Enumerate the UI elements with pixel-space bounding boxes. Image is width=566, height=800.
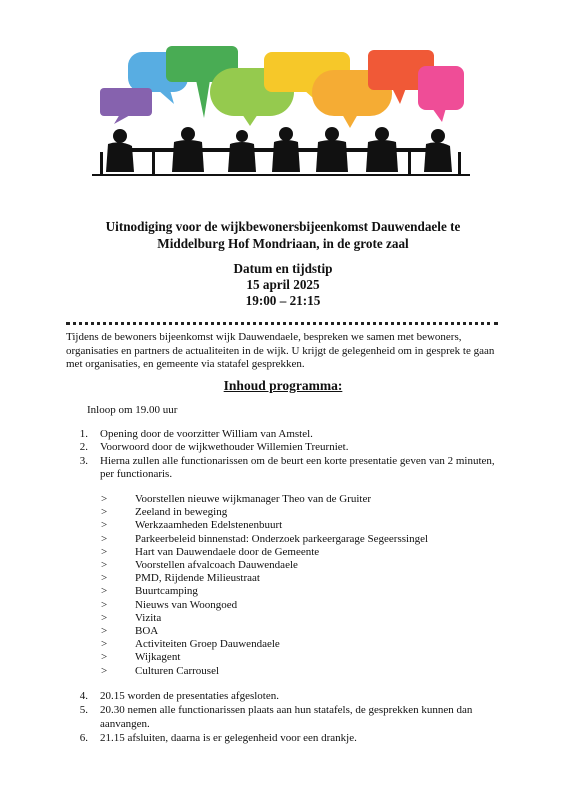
list-text: Werkzaamheden Edelstenenbuurt [135, 519, 283, 532]
list-item [101, 506, 428, 519]
list-text: Voorwoord door de wijkwethouder Willemien Treurniet. [100, 441, 349, 454]
person-icon [236, 130, 248, 142]
list-number: 2. [79, 441, 88, 454]
list-text: PMD, Rijdende Milieustraat [135, 572, 260, 585]
list-item [66, 704, 506, 731]
speech-bubble-tail-icon [196, 80, 210, 118]
list-text: Wijkagent [135, 651, 181, 664]
list-item [101, 599, 428, 612]
speech-bubble-tail-icon [342, 114, 358, 128]
event-time: 19:00 – 21:15 [245, 293, 321, 308]
arrow-marker: > [101, 506, 108, 519]
meeting-illustration [92, 40, 470, 188]
intro-paragraph: Tijdens de bewoners bijeenkomst wijk Dauwendaele, bespreken we samen met bewoners, organisaties en partners de actualiteiten in de wijk. U krijgt de gelegenheid om in gesprek te gaan met organisaties, en gemeente via statafel gesprekken. [66, 331, 495, 370]
arrow-marker: > [101, 664, 108, 677]
arrow-marker: > [101, 598, 108, 611]
event-date: 15 april 2025 [246, 277, 320, 292]
closing-list [66, 690, 506, 746]
list-text: 21.15 afsluiten, daarna is er gelegenheid voor een drankje. [100, 731, 357, 744]
list-text: 20.15 worden de presentaties afgesloten. [100, 690, 279, 702]
list-item [101, 612, 428, 625]
list-item [101, 585, 428, 598]
arrow-marker: > [101, 545, 108, 558]
list-text: Voorstellen afvalcoach Dauwendaele [135, 559, 298, 572]
arrow-marker: > [101, 638, 108, 651]
date-heading: Datum en tijdstip [233, 261, 333, 276]
list-number: 3. [79, 454, 88, 467]
list-item [101, 572, 428, 585]
person-icon [113, 129, 127, 143]
arrow-marker: > [101, 572, 108, 585]
speech-bubble-tail-icon [432, 108, 446, 122]
list-text: Buurtcamping [135, 585, 198, 598]
list-text: Hierna zullen alle functionarissen om de beurt een korte presentatie geven van 2 minuten, per functionaris. [100, 454, 495, 480]
list-number: 1. [79, 428, 88, 440]
list-text: Hart van Dauwendaele door de Gemeente [135, 545, 320, 558]
person-icon [325, 127, 339, 141]
list-item [66, 455, 506, 482]
list-item [101, 533, 428, 546]
list-text: 20.30 nemen alle functionarissen plaats aan hun statafels, de gesprekken kunnen dan aanvangen. [100, 704, 473, 730]
list-item [66, 732, 506, 745]
speech-bubble-tail-icon [392, 88, 406, 104]
list-item [66, 441, 506, 454]
speech-bubble-icon [418, 66, 464, 110]
person-icon [431, 129, 445, 143]
arrow-marker: > [101, 559, 108, 572]
program-list [66, 428, 506, 481]
date-time-block [60, 261, 506, 309]
list-text: Activiteiten Groep Dauwendaele [135, 638, 280, 651]
list-item [101, 638, 428, 651]
arrow-marker: > [101, 625, 108, 638]
list-number: 6. [79, 731, 88, 744]
dotted-divider [66, 322, 498, 325]
list-item [101, 665, 428, 678]
arrow-marker: > [101, 611, 108, 624]
list-text: Vizita [135, 611, 162, 624]
list-text: BOA [135, 625, 159, 638]
list-text: Voorstellen nieuwe wijkmanager Theo van de Gruiter [135, 493, 372, 505]
title-line: Uitnodiging voor de wijkbewonersbijeenkomst Dauwendaele te [105, 219, 461, 234]
list-number: 5. [79, 704, 88, 717]
list-text: Parkeerbeleid binnenstad: Onderzoek parkeergarage Segeerssingel [135, 532, 429, 545]
arrow-marker: > [101, 519, 108, 532]
title-line: Middelburg Hof Mondriaan, in de grote zaal [157, 236, 409, 251]
list-item [101, 493, 428, 506]
people-silhouettes [92, 127, 470, 176]
list-text: Opening door de voorzitter William van Amstel. [100, 428, 313, 440]
list-item [101, 559, 428, 572]
program-heading: Inhoud programma: [223, 378, 343, 393]
arrow-marker: > [101, 532, 108, 545]
arrow-marker: > [101, 493, 108, 505]
speech-bubble-tail-icon [242, 114, 258, 126]
list-text: Zeeland in beweging [135, 506, 228, 519]
inloop-text: Inloop om 19.00 uur [87, 404, 178, 416]
list-item [66, 428, 506, 441]
list-item [101, 546, 428, 559]
speech-bubbles [100, 46, 464, 128]
list-text: Culturen Carrousel [135, 664, 220, 677]
arrow-marker: > [101, 585, 108, 598]
list-item [101, 625, 428, 638]
list-number: 4. [79, 690, 88, 702]
speech-bubble-icon [100, 88, 152, 116]
list-text: Nieuws van Woongoed [135, 598, 238, 611]
person-icon [375, 127, 389, 141]
person-icon [279, 127, 293, 141]
speech-bubble-tail-icon [158, 90, 174, 104]
list-item [101, 519, 428, 532]
arrow-marker: > [101, 651, 108, 664]
functionaries-list [101, 493, 428, 678]
person-icon [181, 127, 195, 141]
invitation-title [60, 218, 506, 252]
list-item [66, 690, 506, 703]
list-item [101, 651, 428, 664]
